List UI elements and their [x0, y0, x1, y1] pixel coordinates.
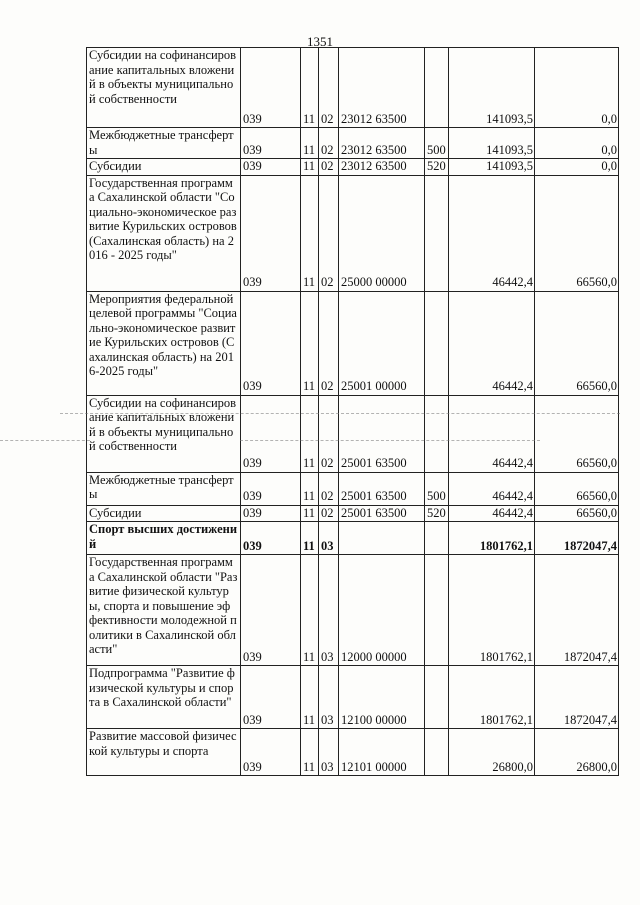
cell-name: Межбюджетные трансферты — [87, 128, 241, 159]
cell-sum1: 46442,4 — [449, 291, 535, 395]
cell-name: Субсидии — [87, 505, 241, 522]
cell-name: Государственная программа Сахалинской области "Социально-экономическое развитие Курильских островов (Сахалинская область) на 2016 - 2025 годы" — [87, 175, 241, 291]
cell-sum1: 26800,0 — [449, 729, 535, 776]
cell-csr: 23012 63500 — [339, 159, 425, 176]
cell-vr — [425, 395, 449, 472]
cell-pr: 02 — [319, 48, 339, 128]
cell-csr: 12100 00000 — [339, 666, 425, 729]
cell-sum2: 66560,0 — [535, 291, 619, 395]
cell-name: Государственная программа Сахалинской области "Развитие физической культуры, спорта и повышение эффективности молодежной политики в Сахалинской области" — [87, 555, 241, 666]
cell-rz: 11 — [301, 522, 319, 555]
cell-sum1: 141093,5 — [449, 48, 535, 128]
cell-rz: 11 — [301, 175, 319, 291]
cell-vr — [425, 175, 449, 291]
table-row — [87, 505, 619, 522]
cell-sum2: 66560,0 — [535, 395, 619, 472]
cell-sum1: 1801762,1 — [449, 522, 535, 555]
cell-vr — [425, 48, 449, 128]
cell-csr: 12101 00000 — [339, 729, 425, 776]
table-row — [87, 291, 619, 395]
cell-sum2: 66560,0 — [535, 472, 619, 505]
cell-sum1: 46442,4 — [449, 472, 535, 505]
budget-table — [86, 47, 619, 776]
cell-ved: 039 — [241, 175, 301, 291]
scan-streak — [240, 440, 540, 441]
cell-sum2: 66560,0 — [535, 175, 619, 291]
cell-pr: 02 — [319, 128, 339, 159]
cell-vr — [425, 555, 449, 666]
cell-ved: 039 — [241, 729, 301, 776]
table-row — [87, 729, 619, 776]
scan-streak — [60, 413, 620, 414]
cell-pr: 02 — [319, 159, 339, 176]
cell-vr — [425, 291, 449, 395]
cell-ved: 039 — [241, 555, 301, 666]
cell-vr: 500 — [425, 128, 449, 159]
cell-csr: 25001 63500 — [339, 505, 425, 522]
cell-sum2: 1872047,4 — [535, 522, 619, 555]
cell-sum2: 26800,0 — [535, 729, 619, 776]
cell-sum2: 0,0 — [535, 128, 619, 159]
cell-name: Подпрограмма "Развитие физической культуры и спорта в Сахалинской области" — [87, 666, 241, 729]
cell-pr: 03 — [319, 555, 339, 666]
cell-ved: 039 — [241, 48, 301, 128]
cell-sum1: 46442,4 — [449, 395, 535, 472]
cell-sum2: 0,0 — [535, 159, 619, 176]
cell-rz: 11 — [301, 555, 319, 666]
table-row — [87, 175, 619, 291]
cell-rz: 11 — [301, 291, 319, 395]
cell-name: Субсидии — [87, 159, 241, 176]
cell-vr: 520 — [425, 505, 449, 522]
table-row — [87, 395, 619, 472]
cell-sum1: 46442,4 — [449, 175, 535, 291]
cell-name: Субсидии на софинансирование капитальных вложений в объекты муниципальной собственности — [87, 48, 241, 128]
cell-sum1: 46442,4 — [449, 505, 535, 522]
cell-sum1: 141093,5 — [449, 159, 535, 176]
table-row — [87, 555, 619, 666]
cell-vr — [425, 522, 449, 555]
cell-name: Межбюджетные трансферты — [87, 472, 241, 505]
table-row — [87, 472, 619, 505]
cell-ved: 039 — [241, 159, 301, 176]
cell-rz: 11 — [301, 472, 319, 505]
cell-sum2: 1872047,4 — [535, 666, 619, 729]
cell-pr: 02 — [319, 175, 339, 291]
cell-sum2: 0,0 — [535, 48, 619, 128]
cell-ved: 039 — [241, 522, 301, 555]
cell-csr: 12000 00000 — [339, 555, 425, 666]
cell-sum1: 141093,5 — [449, 128, 535, 159]
cell-ved: 039 — [241, 395, 301, 472]
table-row — [87, 128, 619, 159]
cell-ved: 039 — [241, 291, 301, 395]
cell-vr — [425, 729, 449, 776]
cell-pr: 03 — [319, 729, 339, 776]
table-row — [87, 522, 619, 555]
cell-pr: 02 — [319, 472, 339, 505]
cell-ved: 039 — [241, 505, 301, 522]
table-row — [87, 48, 619, 128]
cell-rz: 11 — [301, 159, 319, 176]
cell-pr: 03 — [319, 666, 339, 729]
cell-csr: 23012 63500 — [339, 128, 425, 159]
cell-sum1: 1801762,1 — [449, 666, 535, 729]
cell-pr: 02 — [319, 291, 339, 395]
cell-csr — [339, 522, 425, 555]
cell-csr: 25001 00000 — [339, 291, 425, 395]
cell-csr: 25001 63500 — [339, 472, 425, 505]
cell-name: Спорт высших достижений — [87, 522, 241, 555]
cell-pr: 03 — [319, 522, 339, 555]
cell-ved: 039 — [241, 472, 301, 505]
table-row — [87, 159, 619, 176]
table-row — [87, 666, 619, 729]
cell-pr: 02 — [319, 395, 339, 472]
cell-vr: 500 — [425, 472, 449, 505]
cell-sum1: 1801762,1 — [449, 555, 535, 666]
cell-sum2: 1872047,4 — [535, 555, 619, 666]
page-number: 1351 — [307, 34, 333, 49]
cell-rz: 11 — [301, 505, 319, 522]
cell-name: Мероприятия федеральной целевой программы "Социально-экономическое развитие Курильских островов (Сахалинская область) на 2016-2025 годы" — [87, 291, 241, 395]
cell-csr: 23012 63500 — [339, 48, 425, 128]
cell-rz: 11 — [301, 729, 319, 776]
cell-ved: 039 — [241, 666, 301, 729]
cell-rz: 11 — [301, 395, 319, 472]
cell-csr: 25000 00000 — [339, 175, 425, 291]
cell-pr: 02 — [319, 505, 339, 522]
cell-name: Субсидии на софинансирование капитальных вложений в объекты муниципальной собственности — [87, 395, 241, 472]
cell-rz: 11 — [301, 48, 319, 128]
cell-vr — [425, 666, 449, 729]
cell-ved: 039 — [241, 128, 301, 159]
cell-name: Развитие массовой физической культуры и спорта — [87, 729, 241, 776]
cell-csr: 25001 63500 — [339, 395, 425, 472]
cell-rz: 11 — [301, 666, 319, 729]
cell-sum2: 66560,0 — [535, 505, 619, 522]
scan-streak — [0, 440, 90, 441]
cell-vr: 520 — [425, 159, 449, 176]
cell-rz: 11 — [301, 128, 319, 159]
